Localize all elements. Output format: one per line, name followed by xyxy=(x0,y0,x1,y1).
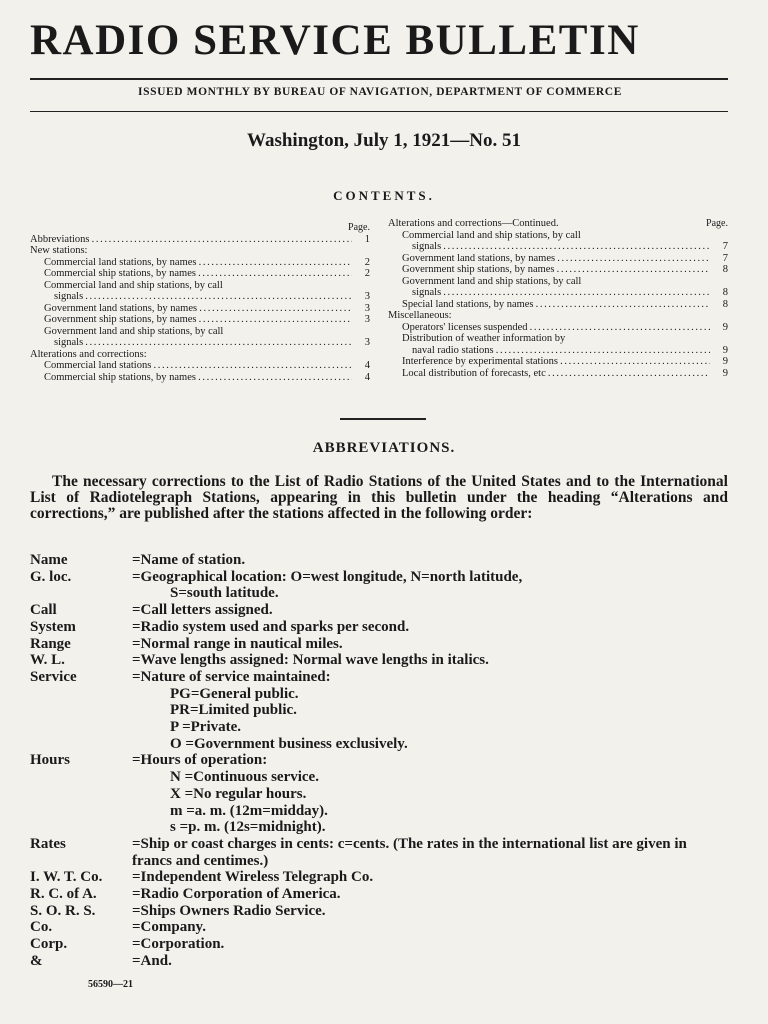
abbreviation-key xyxy=(30,769,132,786)
abbreviation-entry xyxy=(30,686,728,703)
toc-right-page-label: Page. xyxy=(706,218,728,229)
toc-entry xyxy=(30,291,370,303)
toc-entry-text: naval radio stations . . . xyxy=(412,345,710,357)
abbreviation-key: G. loc. xyxy=(30,568,72,585)
toc-entry xyxy=(30,349,370,361)
toc-entry xyxy=(30,245,370,257)
abbreviation-entry xyxy=(30,719,728,736)
toc-entry xyxy=(30,360,370,372)
abbreviation-key xyxy=(30,803,132,820)
toc-entry-text: signals . . . xyxy=(54,337,352,349)
toc-entry-page: 9 xyxy=(722,321,728,333)
abbreviation-entry xyxy=(30,552,728,569)
abbreviation-value: PG=General public. xyxy=(170,685,299,702)
toc-entry xyxy=(30,257,370,269)
abbreviation-value: =Ship or coast charges in cents: c=cents. (The rates in the international list are given in francs and centimes.) xyxy=(132,835,687,869)
abbreviation-key xyxy=(30,786,132,803)
toc-right-column xyxy=(388,218,728,379)
toc-entry xyxy=(388,333,728,345)
toc-entry xyxy=(30,234,370,246)
toc-entry-page: 3 xyxy=(364,302,370,314)
abbreviation-key xyxy=(30,819,132,836)
toc-entry-text: Interference by experimental stations . . . xyxy=(402,356,710,368)
toc-entry-page: 8 xyxy=(722,298,728,310)
abbreviation-value: S=south latitude. xyxy=(170,585,279,602)
toc-entry-text: New stations: xyxy=(30,245,88,256)
toc-entry-text: Commercial ship stations, by names . . . xyxy=(44,372,352,384)
abbreviation-entry xyxy=(30,936,728,953)
abbreviation-entry xyxy=(30,919,728,936)
abbreviation-key: Service xyxy=(30,668,77,685)
abbreviation-entry xyxy=(30,769,728,786)
toc-entry-text: Government land stations, by names . . . xyxy=(44,303,352,315)
abbreviation-entry xyxy=(30,619,728,636)
toc-entry-page: 2 xyxy=(364,268,370,279)
abbreviation-key: S. O. R. S. xyxy=(30,902,96,919)
abbreviation-key: Range xyxy=(30,635,71,652)
intro-paragraph: The necessary corrections to the List of Radio Stations of the United States and to the International List of Radiotelegraph Stations, appearing in this bulletin under the heading “Alterations and corrections,” are published after the stations affected in the following order: xyxy=(30,473,728,522)
toc-entry-page: 7 xyxy=(722,252,728,264)
abbreviation-entry xyxy=(30,903,728,920)
abbreviation-entry xyxy=(30,736,728,753)
toc-entry-text: Alterations and corrections: xyxy=(30,348,147,360)
abbreviation-key xyxy=(30,719,132,736)
abbreviation-value: =Hours of operation: xyxy=(132,752,268,769)
toc-entry xyxy=(30,314,370,326)
toc-entry xyxy=(388,264,728,276)
toc-entry-text: Government land and ship stations, by call xyxy=(44,325,224,337)
abbreviations-heading: ABBREVIATIONS. xyxy=(312,440,456,456)
abbreviation-key: Name xyxy=(30,552,68,568)
abbreviation-key xyxy=(30,736,132,753)
toc-entry-text: Government ship stations, by names . . . xyxy=(44,314,352,326)
toc-entry-text: Special land stations, by names . . . xyxy=(402,299,710,311)
abbreviation-key xyxy=(30,702,132,719)
bottom-rule xyxy=(30,111,728,112)
toc-right-heading: Alterations and corrections—Continued. xyxy=(388,218,559,229)
toc-entry xyxy=(388,299,728,311)
toc-entry xyxy=(388,310,728,322)
abbreviation-value: =Nature of service maintained: xyxy=(132,668,331,685)
abbreviation-entry xyxy=(30,836,728,869)
abbreviation-value: s =p. m. (12s=midnight). xyxy=(170,819,326,836)
toc-entry-text: Local distribution of forecasts, etc . . . xyxy=(402,368,710,380)
toc-entry-page: 3 xyxy=(364,314,370,325)
masthead-title: RADIO SERVICE BULLETIN xyxy=(30,17,640,64)
print-code: 56590—21 xyxy=(88,979,133,990)
abbreviation-entry xyxy=(30,585,728,602)
toc-entry xyxy=(388,230,728,242)
abbreviation-value: =Name of station. xyxy=(132,552,246,568)
toc-entry xyxy=(388,241,728,253)
abbreviation-value: =Ships Owners Radio Service. xyxy=(132,902,326,919)
abbreviation-key: Co. xyxy=(30,919,53,936)
toc-entry-text: Government land and ship stations, by call xyxy=(402,275,582,287)
toc-entry-page: 8 xyxy=(722,264,728,275)
toc-entry-text: Commercial land and ship stations, by call xyxy=(402,229,581,241)
abbreviation-value: =Wave lengths assigned: Normal wave lengths in italics. xyxy=(132,652,489,669)
abbreviation-value: P =Private. xyxy=(170,719,242,736)
issued-by-line: ISSUED MONTHLY BY BUREAU OF NAVIGATION, DEPARTMENT OF COMMERCE xyxy=(138,86,622,98)
toc-entry-page: 8 xyxy=(722,287,728,298)
abbreviation-key: Corp. xyxy=(30,936,68,953)
abbreviation-key xyxy=(30,686,132,703)
abbreviation-entry xyxy=(30,602,728,619)
abbreviation-key: Hours xyxy=(30,752,71,769)
abbreviation-value: =Call letters assigned. xyxy=(132,602,273,619)
toc-entry xyxy=(388,356,728,368)
abbreviation-entry xyxy=(30,702,728,719)
toc-entry-page: 4 xyxy=(364,360,370,371)
toc-right-heading-row xyxy=(388,218,728,230)
abbreviation-key: I. W. T. Co. xyxy=(30,869,103,886)
toc-entry xyxy=(388,253,728,265)
abbreviation-value: X =No regular hours. xyxy=(170,785,307,802)
contents-heading: CONTENTS. xyxy=(333,188,435,203)
abbreviation-key: Rates xyxy=(30,835,66,852)
toc-entry-text: Government land stations, by names . . . xyxy=(402,253,710,265)
toc-entry xyxy=(30,326,370,338)
toc-entry-text: Commercial land stations, by names . . . xyxy=(44,257,352,269)
toc-entry xyxy=(388,322,728,334)
abbreviation-value: =Radio Corporation of America. xyxy=(132,886,341,903)
toc-entry xyxy=(30,268,370,280)
abbreviation-value: PR=Limited public. xyxy=(170,702,297,719)
abbreviation-key: R. C. of A. xyxy=(30,886,97,903)
toc-entry-text: Miscellaneous: xyxy=(388,310,452,321)
abbreviation-entry xyxy=(30,819,728,836)
toc-entry-text: signals . . . xyxy=(412,287,710,299)
toc-left-column xyxy=(30,222,370,383)
toc-entry xyxy=(388,368,728,380)
abbreviation-entry xyxy=(30,669,728,686)
toc-entry-text: Abbreviations . . . xyxy=(30,234,352,246)
toc-page-label: Page. xyxy=(348,222,370,233)
toc-entry xyxy=(30,280,370,292)
abbreviation-key xyxy=(30,585,132,602)
abbreviation-value: N =Continuous service. xyxy=(170,769,319,786)
toc-entry-text: Operators' licenses suspended . . . xyxy=(402,322,710,334)
abbreviation-entry xyxy=(30,752,728,769)
abbreviation-entry xyxy=(30,953,728,970)
abbreviation-value: =Geographical location: O=west longitude, N=north latitude, xyxy=(132,568,523,585)
abbreviation-entry xyxy=(30,869,728,886)
toc-entry xyxy=(388,276,728,288)
abbreviation-value: O =Government business exclusively. xyxy=(170,735,408,752)
abbreviation-key: System xyxy=(30,618,76,635)
abbreviation-entry xyxy=(30,569,728,586)
abbreviation-value: =Radio system used and sparks per second. xyxy=(132,618,410,635)
abbreviation-entry xyxy=(30,652,728,669)
abbreviation-key: & xyxy=(30,952,43,969)
toc-entry-page: 9 xyxy=(722,356,728,367)
toc-entry-page: 4 xyxy=(364,371,370,383)
toc-entry-text: signals . . . xyxy=(54,291,352,303)
toc-entry xyxy=(388,345,728,357)
abbreviation-value: m =a. m. (12m=midday). xyxy=(170,802,328,819)
toc-entry xyxy=(30,372,370,384)
abbreviation-entry xyxy=(30,636,728,653)
abbreviation-value: =Independent Wireless Telegraph Co. xyxy=(132,869,374,886)
section-divider xyxy=(340,418,426,420)
toc-entry xyxy=(30,337,370,349)
abbreviation-value: =Company. xyxy=(132,919,206,936)
toc-entry-page: 3 xyxy=(364,337,370,348)
toc-entry-page: 9 xyxy=(722,344,728,356)
abbreviations-intro xyxy=(30,474,728,522)
toc-entry-text: Commercial land and ship stations, by call xyxy=(44,279,223,291)
toc-entry-text: signals . . . xyxy=(412,241,710,253)
abbreviation-value: =Corporation. xyxy=(132,936,225,953)
abbreviation-key: W. L. xyxy=(30,652,65,669)
abbreviations-list xyxy=(30,552,728,970)
toc-entry xyxy=(30,303,370,315)
abbreviation-key: Call xyxy=(30,602,57,619)
abbreviation-value: =Normal range in nautical miles. xyxy=(132,635,343,652)
toc-entry-page: 1 xyxy=(364,233,370,245)
abbreviation-value: =And. xyxy=(132,952,172,969)
toc-entry-page: 3 xyxy=(364,291,370,302)
toc-entry-text: Distribution of weather information by xyxy=(402,333,566,344)
abbreviation-entry xyxy=(30,886,728,903)
toc-entry-text: Government ship stations, by names . . . xyxy=(402,264,710,276)
abbreviation-entry xyxy=(30,803,728,820)
abbreviation-entry xyxy=(30,786,728,803)
toc-entry-page: 7 xyxy=(722,241,728,252)
toc-entry-text: Commercial ship stations, by names . . . xyxy=(44,268,352,280)
dateline: Washington, July 1, 1921—No. 51 xyxy=(247,130,521,151)
toc-entry xyxy=(388,287,728,299)
toc-entry-text: Commercial land stations . . . xyxy=(44,360,352,372)
toc-entry-page: 2 xyxy=(364,256,370,268)
toc-entry-page: 9 xyxy=(722,367,728,379)
top-rule xyxy=(30,78,728,80)
